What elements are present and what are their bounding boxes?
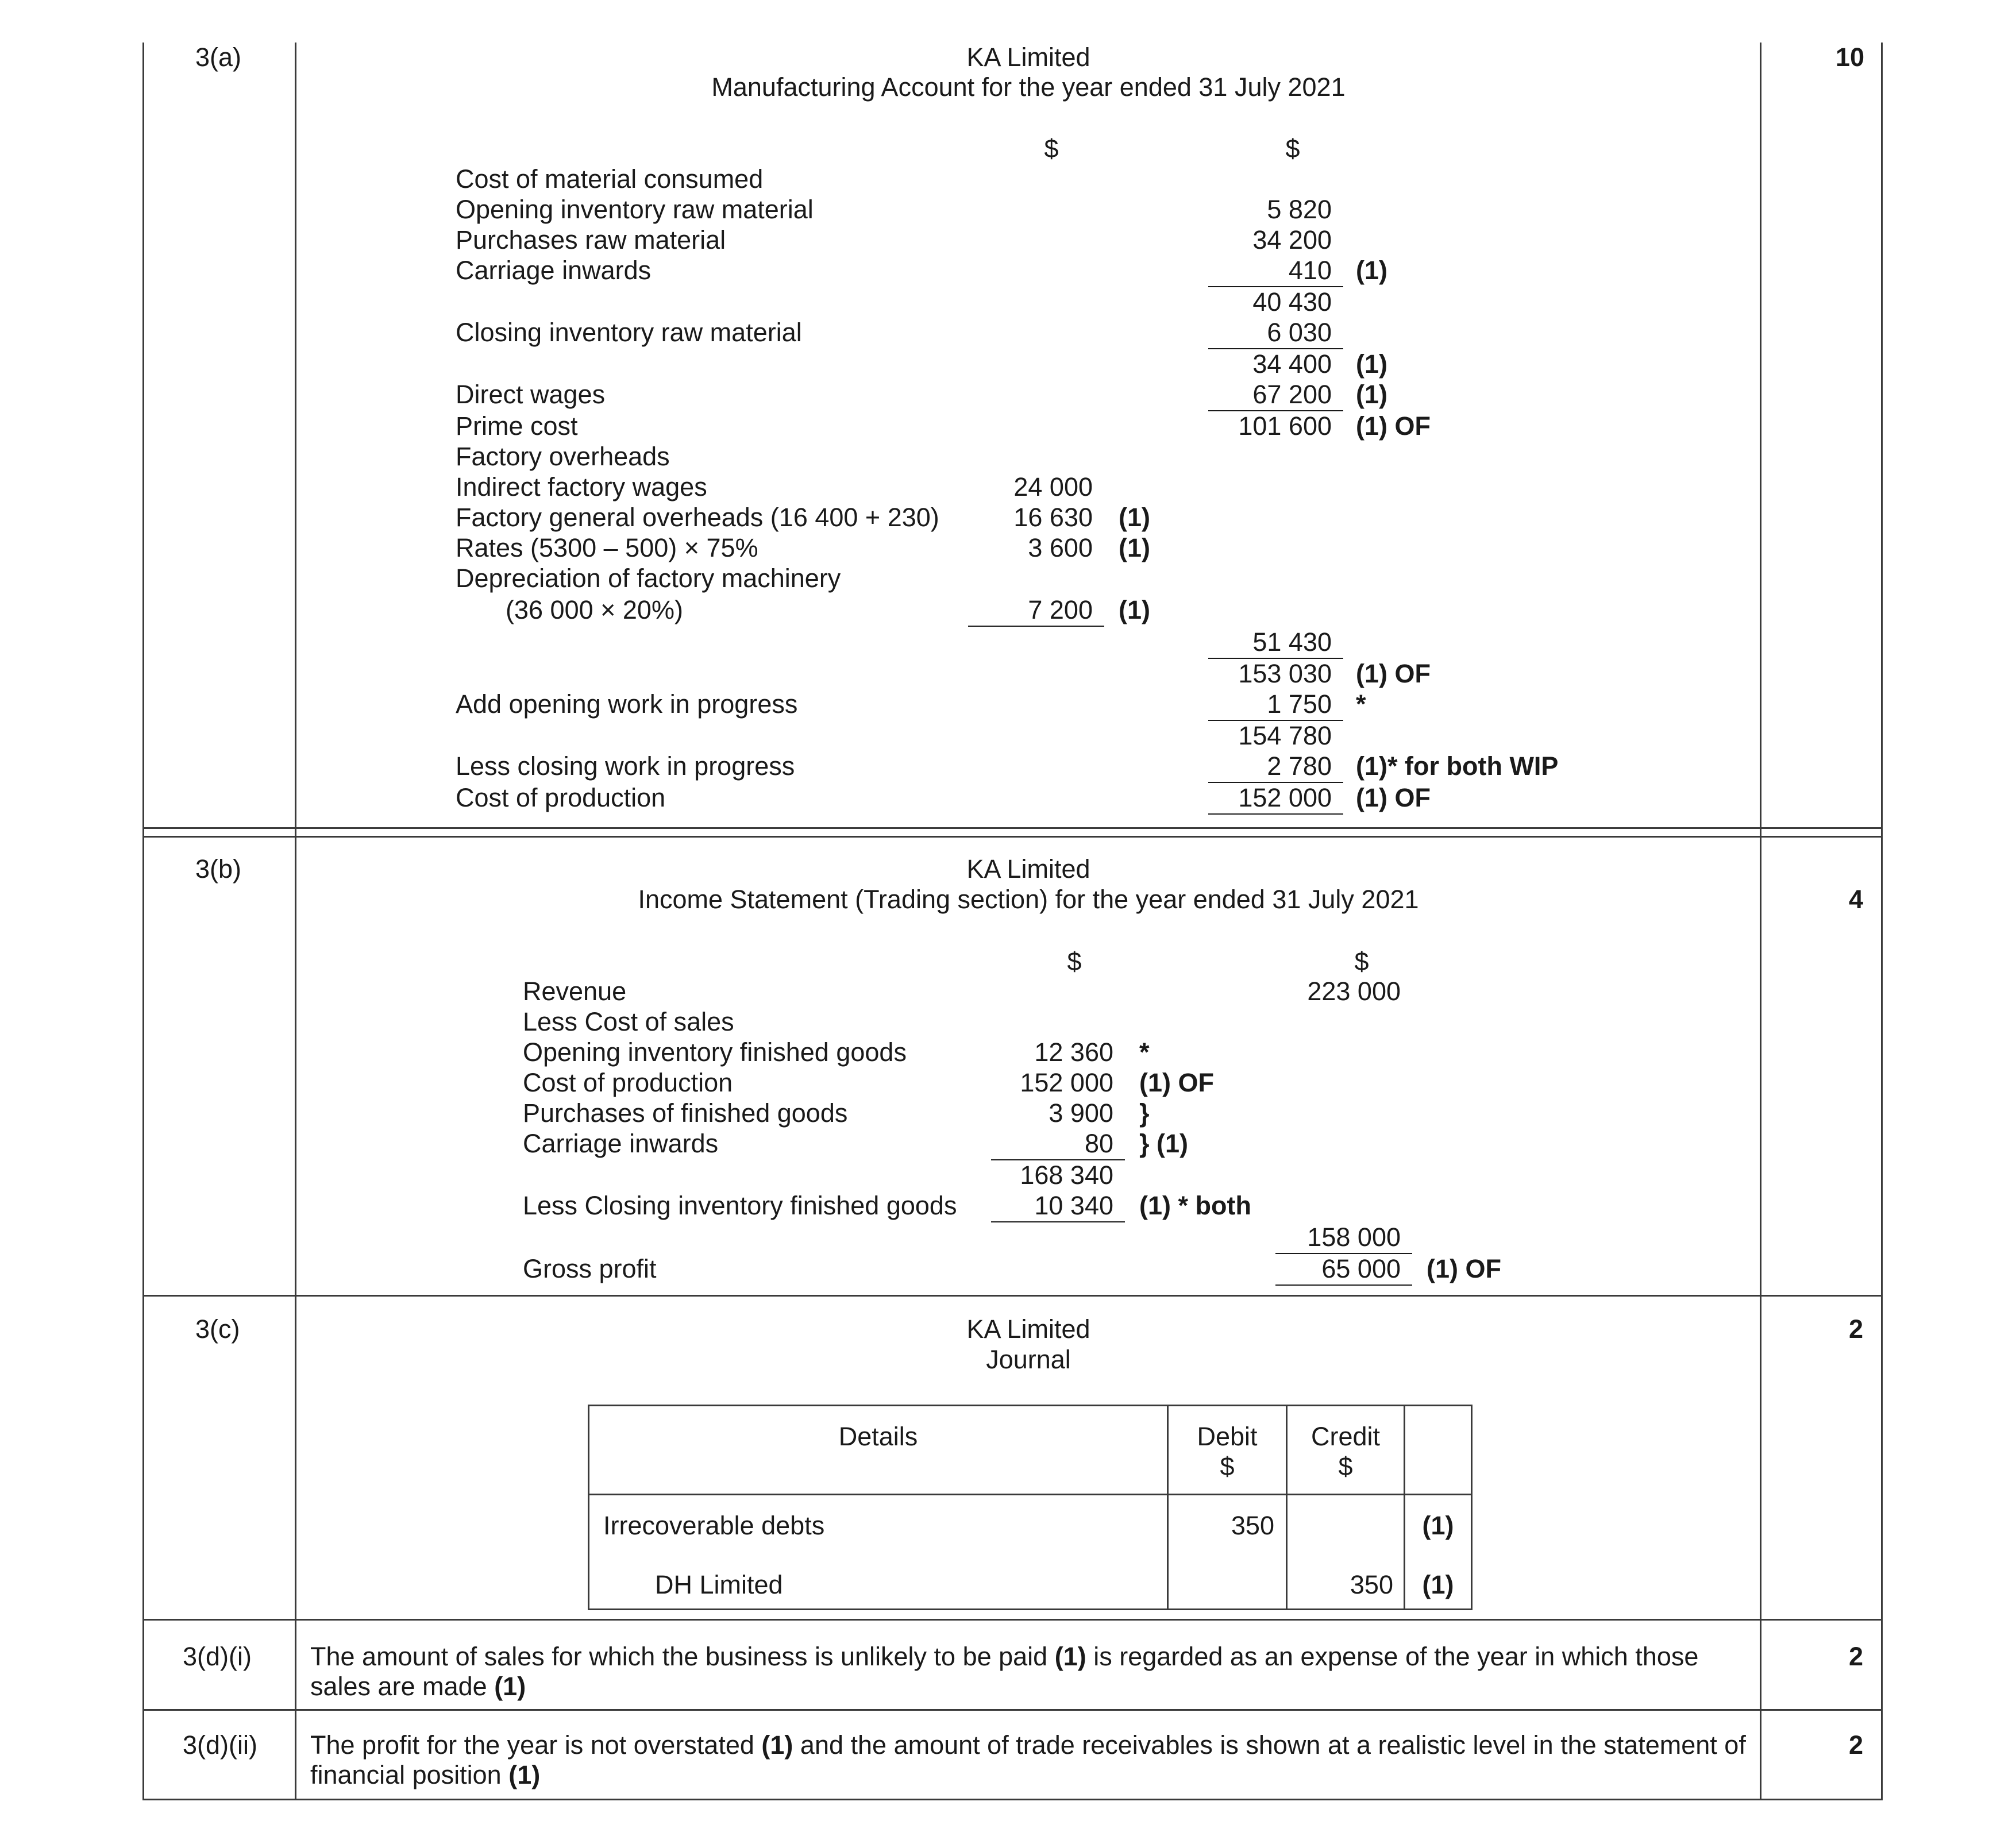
marks-3a: 10 bbox=[1836, 43, 1865, 72]
answer-3di-mark2: (1) bbox=[494, 1672, 526, 1701]
label-rates: Rates (5300 – 500) × 75% bbox=[456, 533, 758, 562]
label-closing-inventory-raw: Closing inventory raw material bbox=[456, 318, 802, 347]
col2-header-3a: $ bbox=[1285, 134, 1300, 163]
answer-3di-part2: is regarded as an expense of the year in which those sales are made bbox=[310, 1642, 1699, 1701]
section-label-3a: 3(a) bbox=[195, 43, 242, 72]
label-opening-inventory-finished: Opening inventory finished goods bbox=[523, 1037, 907, 1067]
marks-3b: 4 bbox=[1849, 885, 1864, 914]
grid-right-border bbox=[1881, 43, 1883, 1800]
label-less-cost-of-sales: Less Cost of sales bbox=[523, 1007, 734, 1036]
marks-3dii: 2 bbox=[1849, 1730, 1864, 1760]
value-rates: 3 600 bbox=[1028, 533, 1093, 562]
label-purchases-finished: Purchases of finished goods bbox=[523, 1098, 848, 1128]
label-factory-overheads: Factory overheads bbox=[456, 442, 670, 471]
grid-left-border bbox=[142, 1295, 144, 1800]
value-cost-of-sales: 158 000 bbox=[1307, 1222, 1401, 1252]
journal-header-debit-unit: $ bbox=[1220, 1452, 1235, 1481]
answer-text-3di bbox=[310, 1642, 1747, 1702]
mark-closing-inventory-finished: (1) * both bbox=[1139, 1191, 1251, 1220]
answer-3di-part1: The amount of sales for which the business is unlikely to be paid bbox=[310, 1642, 1048, 1671]
value-opening-inventory-finished: 12 360 bbox=[1034, 1037, 1113, 1067]
journal-header-credit: Credit bbox=[1310, 1422, 1381, 1451]
value-153030: 153 030 bbox=[1238, 659, 1332, 688]
value-purchases-finished: 3 900 bbox=[1049, 1098, 1113, 1128]
label-less-closing-inventory-finished: Less Closing inventory finished goods bbox=[523, 1191, 957, 1220]
label-carriage-inwards-b: Carriage inwards bbox=[523, 1129, 719, 1158]
mark-direct-wages: (1) bbox=[1356, 380, 1387, 409]
value-cost-of-production-b: 152 000 bbox=[1020, 1068, 1113, 1097]
answer-3dii-mark1: (1) bbox=[761, 1730, 793, 1760]
value-depreciation: 7 200 bbox=[1028, 595, 1093, 624]
journal-row1-details: Irrecoverable debts bbox=[603, 1511, 825, 1540]
journal-row2-mark: (1) bbox=[1422, 1570, 1454, 1599]
mark-carriage-inwards-a: (1) bbox=[1356, 256, 1387, 285]
value-cost-of-production-a: 152 000 bbox=[1238, 783, 1332, 812]
mark-factory-general-overheads: (1) bbox=[1119, 503, 1150, 532]
label-less-closing-wip: Less closing work in progress bbox=[456, 751, 795, 781]
journal-table-bottom bbox=[588, 1608, 1473, 1610]
section-label-3dii: 3(d)(ii) bbox=[183, 1730, 257, 1760]
statement-title-3a: Manufacturing Account for the year ended 31 July 2021 bbox=[711, 72, 1346, 102]
label-prime-cost: Prime cost bbox=[456, 411, 578, 441]
mark-rates: (1) bbox=[1119, 533, 1150, 562]
col1-header-3a: $ bbox=[1044, 134, 1059, 163]
mark-153030: (1) OF bbox=[1356, 659, 1431, 688]
journal-title: Journal bbox=[986, 1345, 1071, 1374]
company-name-3a: KA Limited bbox=[966, 43, 1090, 72]
answer-3dii-part2: and the amount of trade receivables is shown at a realistic level in the statement of financial position bbox=[310, 1730, 1746, 1789]
value-carriage-inwards-b: 80 bbox=[1084, 1129, 1113, 1158]
journal-table-header-bottom bbox=[588, 1494, 1473, 1495]
mark-carriage-inwards-b: } (1) bbox=[1139, 1129, 1189, 1158]
col1-header-3b: $ bbox=[1067, 947, 1082, 976]
mark-cost-of-production-b: (1) OF bbox=[1139, 1068, 1214, 1097]
value-gross-profit: 65 000 bbox=[1321, 1254, 1401, 1283]
underline-b-r10 bbox=[1275, 1284, 1412, 1286]
grid-col2-divider bbox=[1760, 43, 1761, 1800]
underline-a-r21 bbox=[1208, 813, 1343, 815]
label-depreciation-machinery: Depreciation of factory machinery bbox=[456, 564, 841, 593]
value-factory-general-overheads: 16 630 bbox=[1013, 503, 1093, 532]
label-gross-profit: Gross profit bbox=[523, 1254, 657, 1283]
mark-opening-wip: * bbox=[1356, 689, 1366, 719]
marks-3c: 2 bbox=[1849, 1314, 1864, 1344]
mark-gross-profit: (1) OF bbox=[1427, 1254, 1501, 1283]
value-closing-wip: 2 780 bbox=[1267, 751, 1332, 781]
answer-3dii-part1: The profit for the year is not overstated bbox=[310, 1730, 754, 1760]
mark-material-consumed: (1) bbox=[1356, 349, 1387, 379]
label-indirect-factory-wages: Indirect factory wages bbox=[456, 472, 707, 502]
value-direct-wages: 67 200 bbox=[1252, 380, 1332, 409]
mark-opening-inventory-finished: * bbox=[1139, 1037, 1150, 1067]
mark-prime-cost: (1) OF bbox=[1356, 411, 1431, 441]
statement-title-3b: Income Statement (Trading section) for the year ended 31 July 2021 bbox=[638, 885, 1419, 914]
label-factory-general-overheads: Factory general overheads (16 400 + 230) bbox=[456, 503, 939, 532]
journal-header-debit: Debit bbox=[1197, 1422, 1258, 1451]
journal-table-top bbox=[588, 1405, 1473, 1406]
label-cost-of-material-consumed: Cost of material consumed bbox=[456, 164, 764, 194]
section-label-3b: 3(b) bbox=[195, 854, 242, 884]
answer-text-3dii bbox=[310, 1730, 1747, 1790]
label-cost-of-production-a: Cost of production bbox=[456, 783, 666, 812]
mark-closing-wip: (1)* for both WIP bbox=[1356, 751, 1559, 781]
journal-header-credit-unit: $ bbox=[1338, 1452, 1353, 1481]
value-material-consumed: 34 400 bbox=[1252, 349, 1332, 379]
value-168340: 168 340 bbox=[1020, 1160, 1113, 1190]
value-total-overheads: 51 430 bbox=[1252, 627, 1332, 657]
grid-col1-divider bbox=[295, 43, 296, 1800]
journal-header-details: Details bbox=[838, 1422, 918, 1451]
value-prime-cost: 101 600 bbox=[1238, 411, 1332, 441]
row-divider-c-di bbox=[142, 1619, 1883, 1621]
answer-3dii-mark2: (1) bbox=[508, 1760, 541, 1789]
row-divider-a-b-2 bbox=[142, 836, 1883, 838]
company-name-3b: KA Limited bbox=[966, 854, 1090, 884]
answer-3di-mark1: (1) bbox=[1054, 1642, 1086, 1671]
grid-left-border-top bbox=[142, 43, 144, 1295]
label-carriage-inwards-a: Carriage inwards bbox=[456, 256, 652, 285]
journal-row1-debit: 350 bbox=[1231, 1511, 1274, 1540]
section-label-3c: 3(c) bbox=[195, 1314, 240, 1344]
journal-row2-details: DH Limited bbox=[655, 1570, 783, 1599]
underline-b-r8 bbox=[991, 1221, 1125, 1222]
value-closing-inventory-finished: 10 340 bbox=[1034, 1191, 1113, 1220]
row-divider-bottom bbox=[142, 1799, 1883, 1800]
value-purchases-raw: 34 200 bbox=[1252, 225, 1332, 254]
value-carriage-inwards-a: 410 bbox=[1288, 256, 1332, 285]
mark-depreciation: (1) bbox=[1119, 595, 1150, 624]
row-divider-di-dii bbox=[142, 1709, 1883, 1711]
company-name-3c: KA Limited bbox=[966, 1314, 1090, 1344]
mark-purchases-finished: } bbox=[1139, 1098, 1150, 1128]
value-opening-inventory-raw: 5 820 bbox=[1267, 195, 1332, 224]
value-opening-wip: 1 750 bbox=[1267, 689, 1332, 719]
row-divider-a-b-1 bbox=[142, 827, 1883, 829]
label-add-opening-wip: Add opening work in progress bbox=[456, 689, 798, 719]
label-purchases-raw: Purchases raw material bbox=[456, 225, 726, 254]
label-direct-wages: Direct wages bbox=[456, 380, 606, 409]
section-label-3di: 3(d)(i) bbox=[183, 1642, 252, 1671]
value-subtotal-40430: 40 430 bbox=[1252, 287, 1332, 317]
marks-3di: 2 bbox=[1849, 1642, 1864, 1671]
journal-row2-credit: 350 bbox=[1350, 1570, 1393, 1599]
value-indirect-factory-wages: 24 000 bbox=[1013, 472, 1093, 502]
label-opening-inventory-raw: Opening inventory raw material bbox=[456, 195, 814, 224]
label-revenue: Revenue bbox=[523, 977, 627, 1006]
label-depreciation-calc: (36 000 × 20%) bbox=[506, 595, 683, 624]
col2-header-3b: $ bbox=[1354, 947, 1369, 976]
mark-cost-of-production-a: (1) OF bbox=[1356, 783, 1431, 812]
value-revenue: 223 000 bbox=[1307, 977, 1401, 1006]
journal-table-right bbox=[1471, 1405, 1473, 1610]
label-cost-of-production-b: Cost of production bbox=[523, 1068, 733, 1097]
underline-a-r15 bbox=[968, 626, 1104, 627]
journal-row1-mark: (1) bbox=[1422, 1511, 1454, 1540]
value-154780: 154 780 bbox=[1238, 721, 1332, 750]
row-divider-b-c bbox=[142, 1295, 1883, 1297]
value-closing-inventory-raw: 6 030 bbox=[1267, 318, 1332, 347]
